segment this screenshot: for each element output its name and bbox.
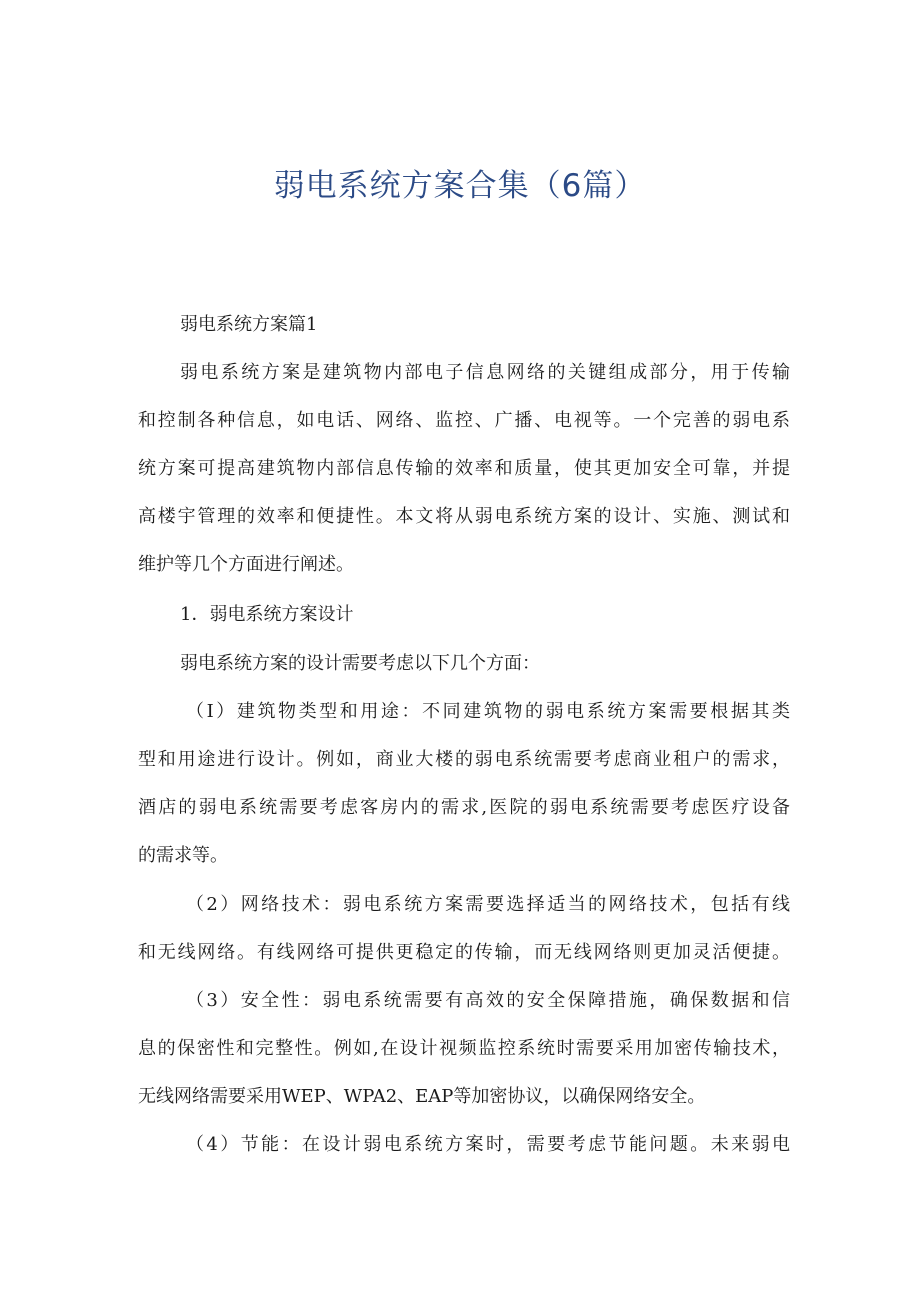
text-line: 型和用途进行设计。例如，商业大楼的弱电系统需要考虑商业租户的需求， (138, 749, 790, 770)
text-line: （2）网络技术：弱电系统方案需要选择适当的网络技术，包括有线 (186, 894, 790, 915)
document-title: 弱电系统方案合集（6篇） (273, 168, 647, 204)
text-line: 酒店的弱电系统需要考虑客房内的需求,医院的弱电系统需要考虑医疗设备 (138, 797, 790, 818)
text-line: 息的保密性和完整性。例如,在设计视频监控系统时需要采用加密传输技术， (138, 1038, 790, 1059)
text-line: （I）建筑物类型和用途：不同建筑物的弱电系统方案需要根据其类 (186, 701, 790, 722)
text-line: （4）节能：在设计弱电系统方案时，需要考虑节能问题。未来弱电 (186, 1134, 790, 1155)
text-line: 统方案可提高建筑物内部信息传输的效率和质量，使其更加安全可靠，并提 (138, 458, 790, 479)
text-line: 维护等几个方面进行阐述。 (138, 554, 354, 575)
text-line: 弱电系统方案是建筑物内部电子信息网络的关键组成部分，用于传输 (180, 362, 790, 383)
text-line: （3）安全性：弱电系统需要有高效的安全保障措施，确保数据和信 (186, 990, 790, 1011)
text-line: 和无线网络。有线网络可提供更稳定的传输，而无线网络则更加灵活便捷。 (138, 942, 790, 963)
text-line: 高楼宇管理的效率和便捷性。本文将从弱电系统方案的设计、实施、测试和 (138, 506, 790, 527)
text-line: 弱电系统方案的设计需要考虑以下几个方面： (180, 653, 540, 674)
text-line: 1．弱电系统方案设计 (180, 604, 354, 625)
text-line: 的需求等。 (138, 845, 228, 866)
text-line: 无线网络需要采用WEP、WPA2、EAP等加密协议，以确保网络安全。 (138, 1086, 706, 1107)
text-line: 和控制各种信息，如电话、网络、监控、广播、电视等。一个完善的弱电系 (138, 410, 790, 431)
text-line: 弱电系统方案篇1 (180, 314, 318, 335)
